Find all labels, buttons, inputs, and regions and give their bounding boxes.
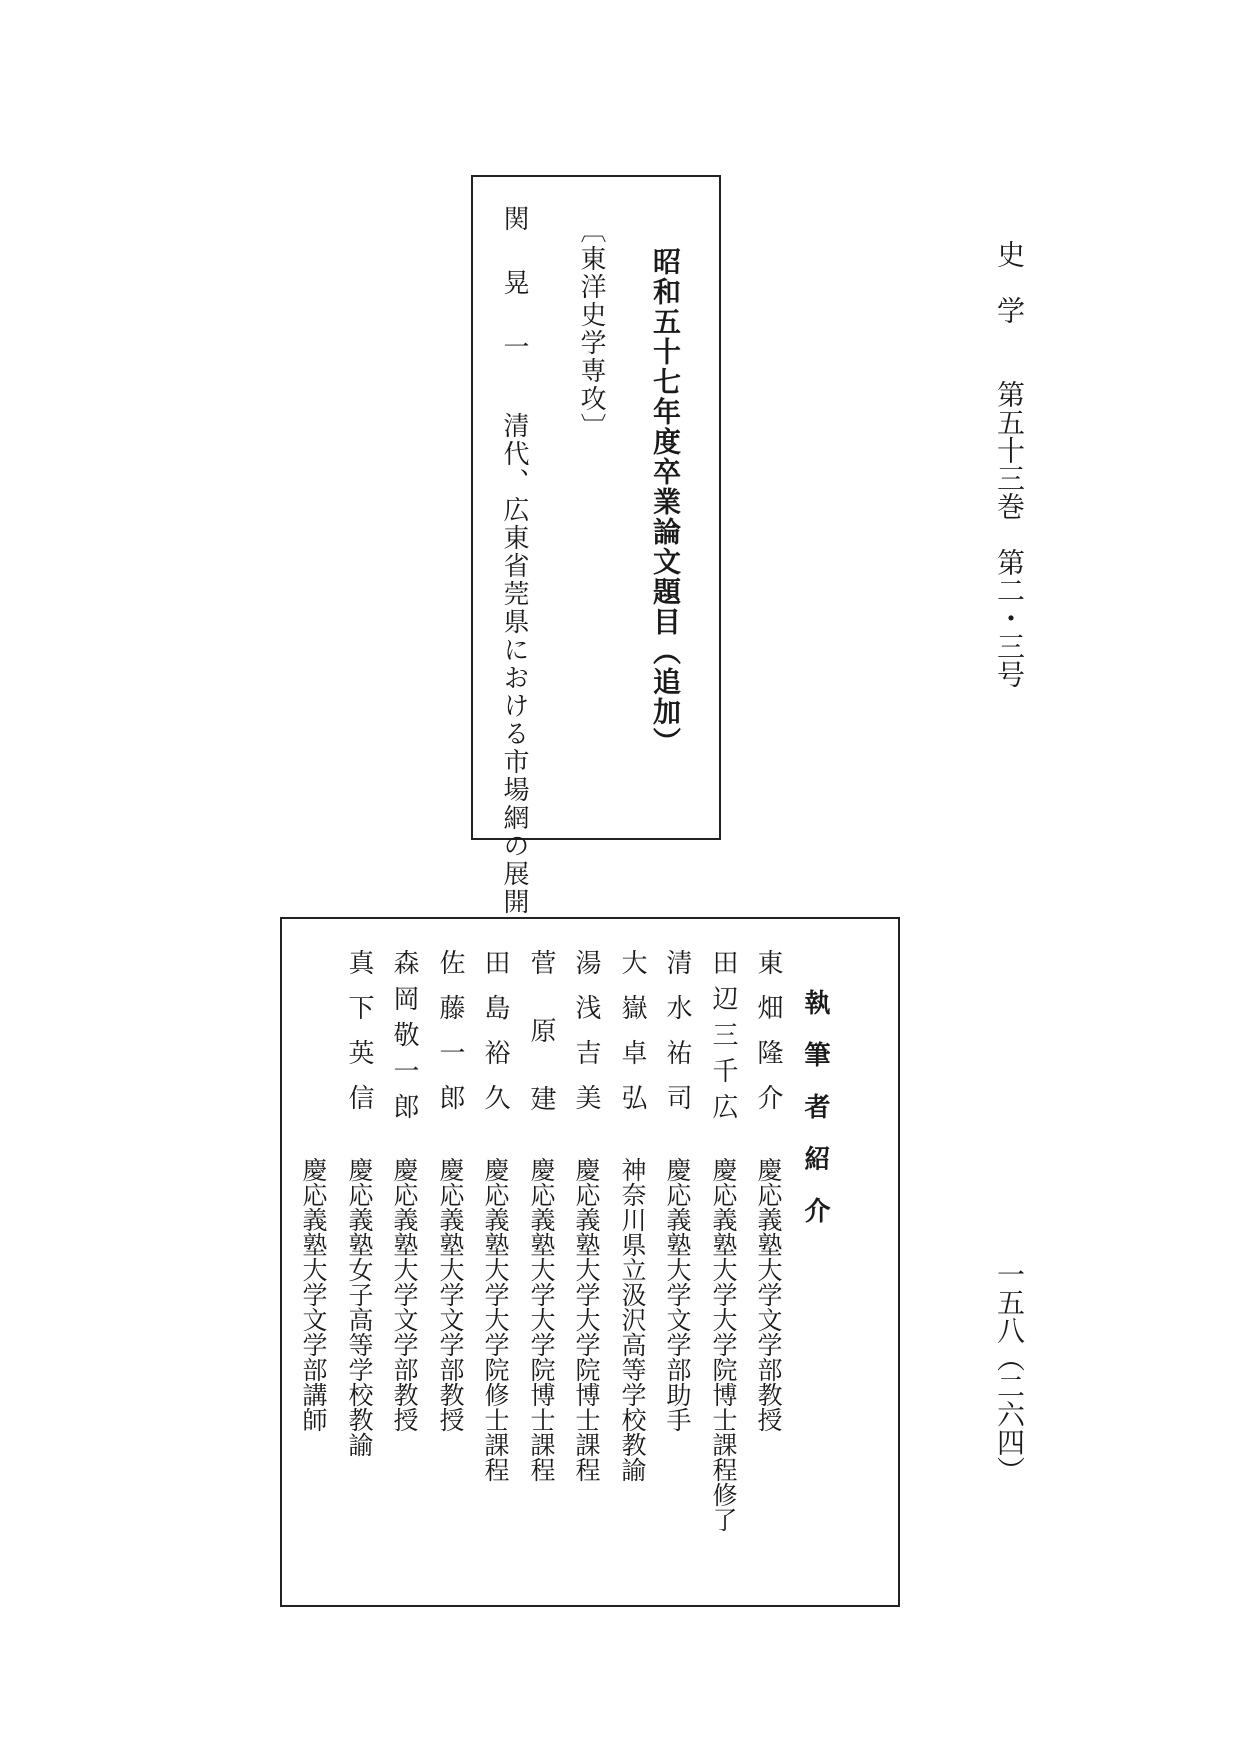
contributor-affiliation: 慶応義塾大学文学部助手 xyxy=(663,1157,692,1432)
thesis-title: 清代、広東省莞県における市場網の展開 xyxy=(499,412,529,916)
thesis-department: 〔東洋史学専攻〕 xyxy=(576,217,606,441)
contributor-name: 湯浅吉美 xyxy=(571,949,601,1129)
contributor-name: 田島裕久 xyxy=(480,949,510,1129)
contributor-affiliation: 慶応義塾大学文学部教授 xyxy=(754,1157,783,1432)
contributors-title: 執筆者紹介 xyxy=(800,989,830,1249)
contributor-name: 森岡敬一郎 xyxy=(389,949,419,1129)
contributor-affiliation: 慶応義塾大学大学院博士課程 xyxy=(572,1157,601,1482)
contributor-affiliation: 慶応義塾大学文学部教授 xyxy=(436,1157,465,1432)
contributor-name: 佐藤一郎 xyxy=(435,949,465,1129)
thesis-author-name: 関晃一 xyxy=(499,205,529,397)
thesis-list-box xyxy=(471,175,721,916)
contributor-name: 東畑隆介 xyxy=(753,949,783,1129)
contributors-box xyxy=(280,917,900,1607)
contributor-name: 清水祐司 xyxy=(662,949,692,1129)
page-number: 一五八（二六四） xyxy=(993,1260,1026,1484)
thesis-list-title: 昭和五十七年度卒業論文題目（追加） xyxy=(649,247,682,757)
journal-title: 史 学 xyxy=(993,240,1026,324)
contributor-name: 真下英信 xyxy=(344,949,374,1129)
contributor-name: 菅原建 xyxy=(526,949,556,1153)
contributor-affiliation: 慶応義塾大学文学部講師 xyxy=(299,1157,328,1432)
contributor-affiliation: 慶応義塾女子高等学校教諭 xyxy=(345,1157,374,1457)
contributor-affiliation: 慶応義塾大学大学院博士課程修了 xyxy=(709,1157,738,1532)
volume-issue: 第五十三巻 第二・三号 xyxy=(993,380,1026,688)
contributor-affiliation: 慶応義塾大学文学部教授 xyxy=(390,1157,419,1432)
contributor-affiliation: 慶応義塾大学大学院博士課程 xyxy=(527,1157,556,1482)
contributor-name: 田辺三千広 xyxy=(708,949,738,1129)
contributor-affiliation: 神奈川県立汲沢高等学校教諭 xyxy=(618,1157,647,1482)
contributor-affiliation: 慶応義塾大学大学院修士課程 xyxy=(481,1157,510,1482)
contributor-name: 大嶽卓弘 xyxy=(617,949,647,1129)
